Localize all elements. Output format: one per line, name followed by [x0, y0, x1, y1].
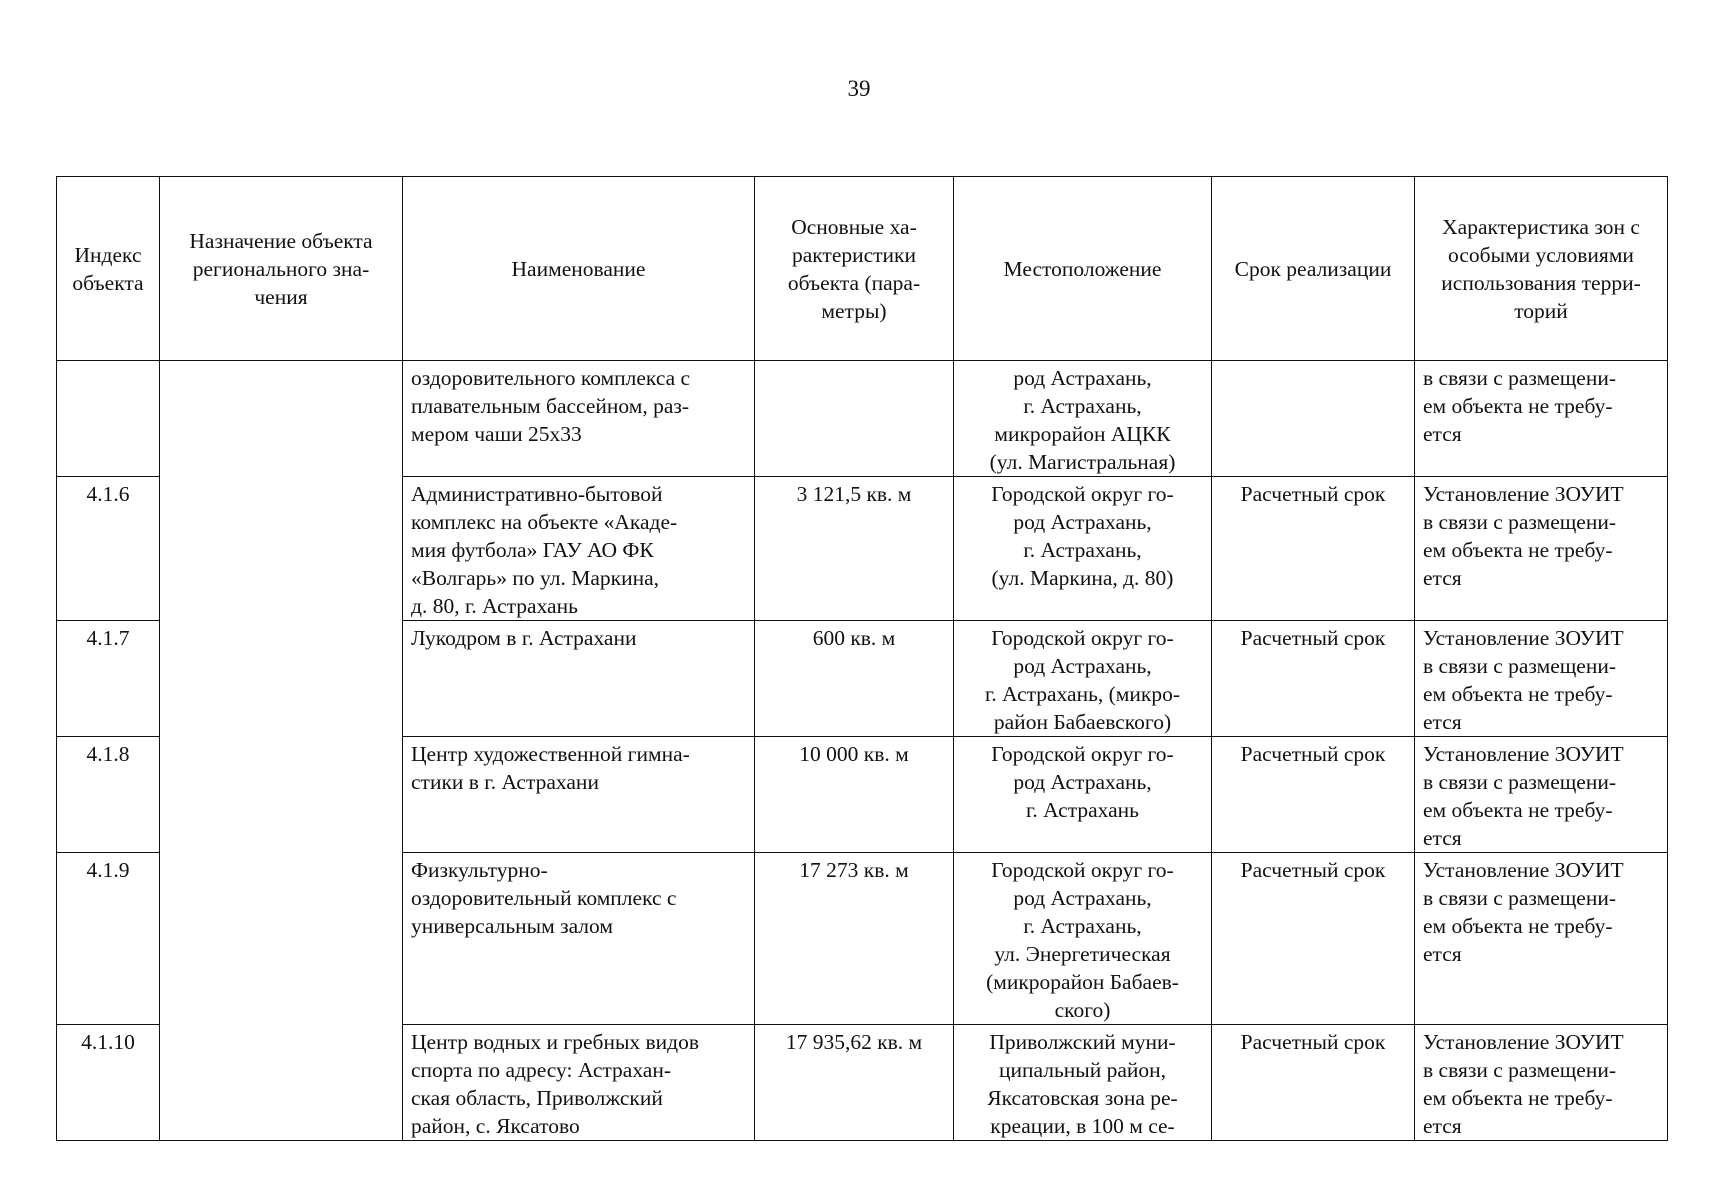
cell-params	[755, 361, 954, 477]
cell-zones: Установление ЗОУИТ в связи с размещени- ем объекта не требу- ется	[1415, 1025, 1668, 1141]
cell-index: 4.1.7	[57, 621, 160, 737]
cell-params: 10 000 кв. м	[755, 737, 954, 853]
cell-index	[57, 361, 160, 477]
header-purpose: Назначение объекта регионального зна- чения	[160, 177, 403, 361]
cell-term: Расчетный срок	[1212, 621, 1415, 737]
cell-zones: Установление ЗОУИТ в связи с размещени- ем объекта не требу- ется	[1415, 621, 1668, 737]
header-zones: Характеристика зон с особыми условиями использования терри- торий	[1415, 177, 1668, 361]
cell-term	[1212, 361, 1415, 477]
cell-index: 4.1.6	[57, 477, 160, 621]
cell-params: 600 кв. м	[755, 621, 954, 737]
cell-index: 4.1.10	[57, 1025, 160, 1141]
cell-index: 4.1.9	[57, 853, 160, 1025]
cell-params: 3 121,5 кв. м	[755, 477, 954, 621]
cell-name: Центр водных и гребных видов спорта по адресу: Астрахан- ская область, Приволжский район, с. Яксатово	[403, 1025, 755, 1141]
cell-zones: Установление ЗОУИТ в связи с размещени- ем объекта не требу- ется	[1415, 853, 1668, 1025]
cell-zones: в связи с размещени- ем объекта не требу- ется	[1415, 361, 1668, 477]
cell-name: оздоровительного комплекса с плавательным бассейном, раз- мером чаши 25х33	[403, 361, 755, 477]
cell-params: 17 935,62 кв. м	[755, 1025, 954, 1141]
table-header-row	[57, 177, 1668, 361]
cell-location: Городской округ го- род Астрахань, г. Астрахань, (микро- район Бабаевского)	[954, 621, 1212, 737]
cell-location: Городской округ го- род Астрахань, г. Астрахань, ул. Энергетическая (микрорайон Бабаев- ского)	[954, 853, 1212, 1025]
table-row	[57, 361, 1668, 477]
cell-term: Расчетный срок	[1212, 477, 1415, 621]
objects-table	[56, 176, 1668, 1141]
cell-term: Расчетный срок	[1212, 737, 1415, 853]
cell-location: Приволжский муни- ципальный район, Яксатовская зона ре- креации, в 100 м се-	[954, 1025, 1212, 1141]
cell-location: Городской округ го- род Астрахань, г. Астрахань, (ул. Маркина, д. 80)	[954, 477, 1212, 621]
header-location: Местоположение	[954, 177, 1212, 361]
cell-location: Городской округ го- род Астрахань, г. Астрахань	[954, 737, 1212, 853]
cell-name: Административно-бытовой комплекс на объекте «Акаде- мия футбола» ГАУ АО ФК «Волгарь» по ул. Маркина, д. 80, г. Астрахань	[403, 477, 755, 621]
header-params: Основные ха- рактеристики объекта (пара- метры)	[755, 177, 954, 361]
cell-purpose	[160, 361, 403, 1141]
cell-zones: Установление ЗОУИТ в связи с размещени- ем объекта не требу- ется	[1415, 737, 1668, 853]
cell-location: род Астрахань, г. Астрахань, микрорайон АЦКК (ул. Магистральная)	[954, 361, 1212, 477]
header-index: Индекс объекта	[57, 177, 160, 361]
header-name: Наименование	[403, 177, 755, 361]
page-number: 39	[847, 76, 871, 101]
cell-name: Лукодром в г. Астрахани	[403, 621, 755, 737]
cell-name: Центр художественной гимна- стики в г. Астрахани	[403, 737, 755, 853]
cell-zones: Установление ЗОУИТ в связи с размещени- ем объекта не требу- ется	[1415, 477, 1668, 621]
cell-params: 17 273 кв. м	[755, 853, 954, 1025]
cell-name: Физкультурно- оздоровительный комплекс с универсальным залом	[403, 853, 755, 1025]
cell-term: Расчетный срок	[1212, 853, 1415, 1025]
cell-index: 4.1.8	[57, 737, 160, 853]
cell-term: Расчетный срок	[1212, 1025, 1415, 1141]
header-term: Срок реализации	[1212, 177, 1415, 361]
